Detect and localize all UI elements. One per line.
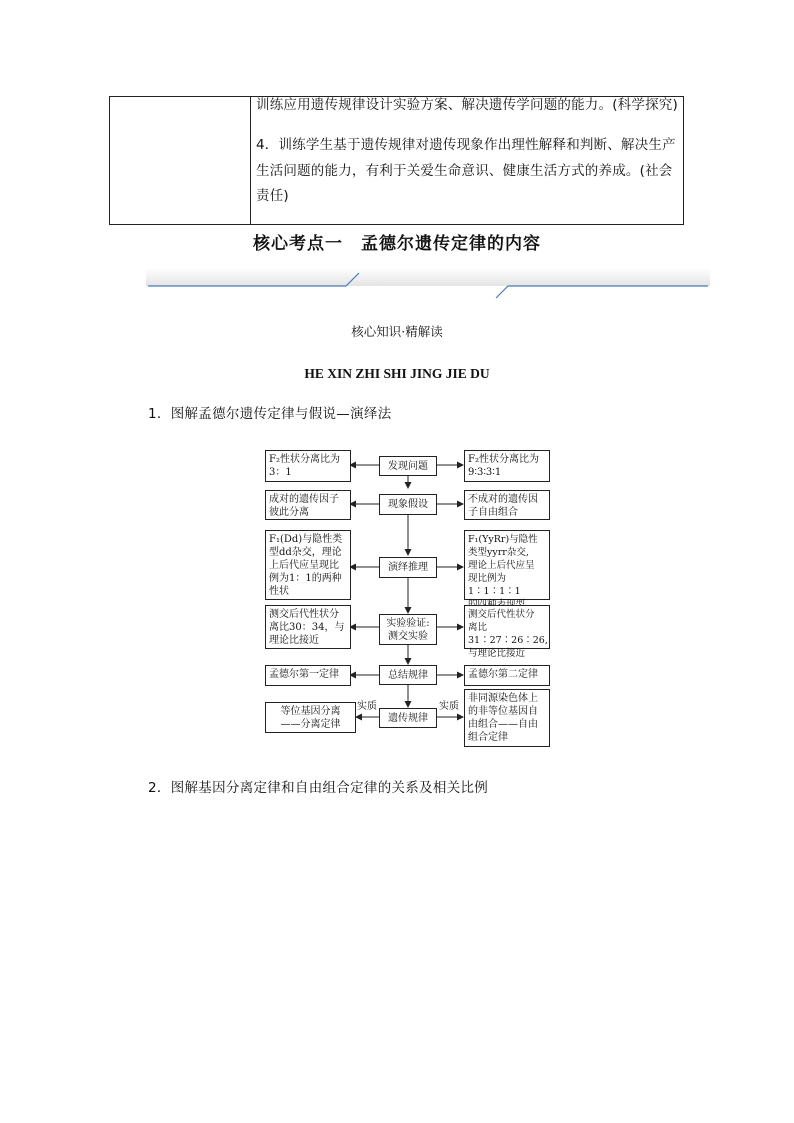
box-line: F₁(YyRr)与隐性 <box>468 534 538 545</box>
item-heading: 2．图解基因分离定律和自由组合定律的关系及相关比例 <box>148 780 489 796</box>
box-line: 类型yyrr杂交, <box>468 547 529 558</box>
essence-label-right: 实质 <box>439 701 459 712</box>
box-line: 性状 <box>269 586 289 597</box>
table-line: 责任) <box>256 188 289 204</box>
box-line: 测交后代性状分 <box>468 609 535 620</box>
box-line: 等位基因分离 <box>280 706 341 717</box>
section-title: 核心考点一 孟德尔遗传定律的内容 <box>253 234 541 254</box>
box-line: F₂性状分离比为 <box>468 454 539 465</box>
left-box-f2-ratio <box>265 450 351 482</box>
right-box-second-law: 孟德尔第二定律 <box>464 665 550 686</box>
table-divider <box>250 97 251 224</box>
box-line: F₂性状分离比为 <box>269 454 340 465</box>
item-heading: 1．图解孟德尔遗传定律与假说—演绎法 <box>148 406 392 422</box>
box-line: F₁(Dd)与隐性类 <box>269 534 343 545</box>
box-line: 成对的遗传因子 <box>269 494 339 505</box>
table-line: 生活问题的能力，有利于关爱生命意识、健康生活方式的养成。(社会 <box>256 163 673 179</box>
box-line: 非同源染色体上 <box>468 693 538 704</box>
center-box-law: 遗传规律 <box>379 708 437 728</box>
box-line: 离比31∶27∶26∶26, <box>468 622 548 646</box>
box-line: 组合定律 <box>468 732 508 743</box>
center-box-verify-line: 测交实验 <box>388 630 428 642</box>
center-box-verify <box>379 614 437 645</box>
essence-label-left: 实质 <box>357 701 377 712</box>
pinyin-subtitle: HE XIN ZHI SHI JING JIE DU <box>304 366 490 381</box>
left-box-separation <box>265 490 351 520</box>
left-box-testcross-theory <box>265 530 351 600</box>
center-box-verify-line: 实验验证: <box>386 617 430 629</box>
box-line: 不成对的遗传因 <box>468 494 538 505</box>
right-box-combination <box>464 490 550 520</box>
box-line: 的非等位基因自 <box>468 706 538 717</box>
box-line: 理论上后代应呈 <box>468 560 535 571</box>
left-box-testcross-result <box>265 605 351 649</box>
table-line: 4．训练学生基于遗传规律对遗传现象作出理性解释和判断、解决生产 <box>256 137 676 153</box>
box-line: 型dd杂交，理论 <box>269 547 342 558</box>
box-line: 测交后代性状分 <box>269 609 339 620</box>
left-box-first-law: 孟德尔第一定律 <box>265 665 351 686</box>
table-line: 训练应用遗传规律设计实验方案、解决遗传学问题的能力。(科学探究) <box>256 97 678 113</box>
box-line: 3：1 <box>269 467 292 478</box>
box-line: 理论比接近 <box>269 635 319 646</box>
box-line: 与理论比接近 <box>468 648 526 659</box>
decorative-divider <box>146 268 710 302</box>
box-line: 现比例为1∶1∶1∶1 <box>468 573 521 597</box>
center-box-deduce: 演绎推理 <box>379 557 437 578</box>
box-line: 子自由组合 <box>468 507 518 518</box>
box-line: 离比30：34，与 <box>269 622 345 633</box>
right-box-f2-ratio <box>464 450 550 482</box>
flowchart <box>255 445 555 750</box>
box-line: 上后代应呈现比 <box>269 560 339 571</box>
center-box-summary: 总结规律 <box>379 665 437 685</box>
left-box-segregation-law <box>265 702 356 733</box>
right-box-independent-assortment <box>464 689 550 747</box>
right-box-testcross-result <box>464 605 550 659</box>
center-box-discover: 发现问题 <box>379 456 437 476</box>
box-line: ——分离定律 <box>280 719 341 730</box>
box-line: 例为1：1的两种 <box>269 573 342 584</box>
box-line: 由组合——自由 <box>468 719 538 730</box>
right-box-testcross-theory <box>464 530 550 600</box>
box-line: 彼此分离 <box>269 507 309 518</box>
box-line: 9∶3∶3∶1 <box>468 467 502 478</box>
sub-title: 核心知识·精解读 <box>351 324 443 339</box>
center-box-hypothesis: 现象假设 <box>379 494 437 515</box>
